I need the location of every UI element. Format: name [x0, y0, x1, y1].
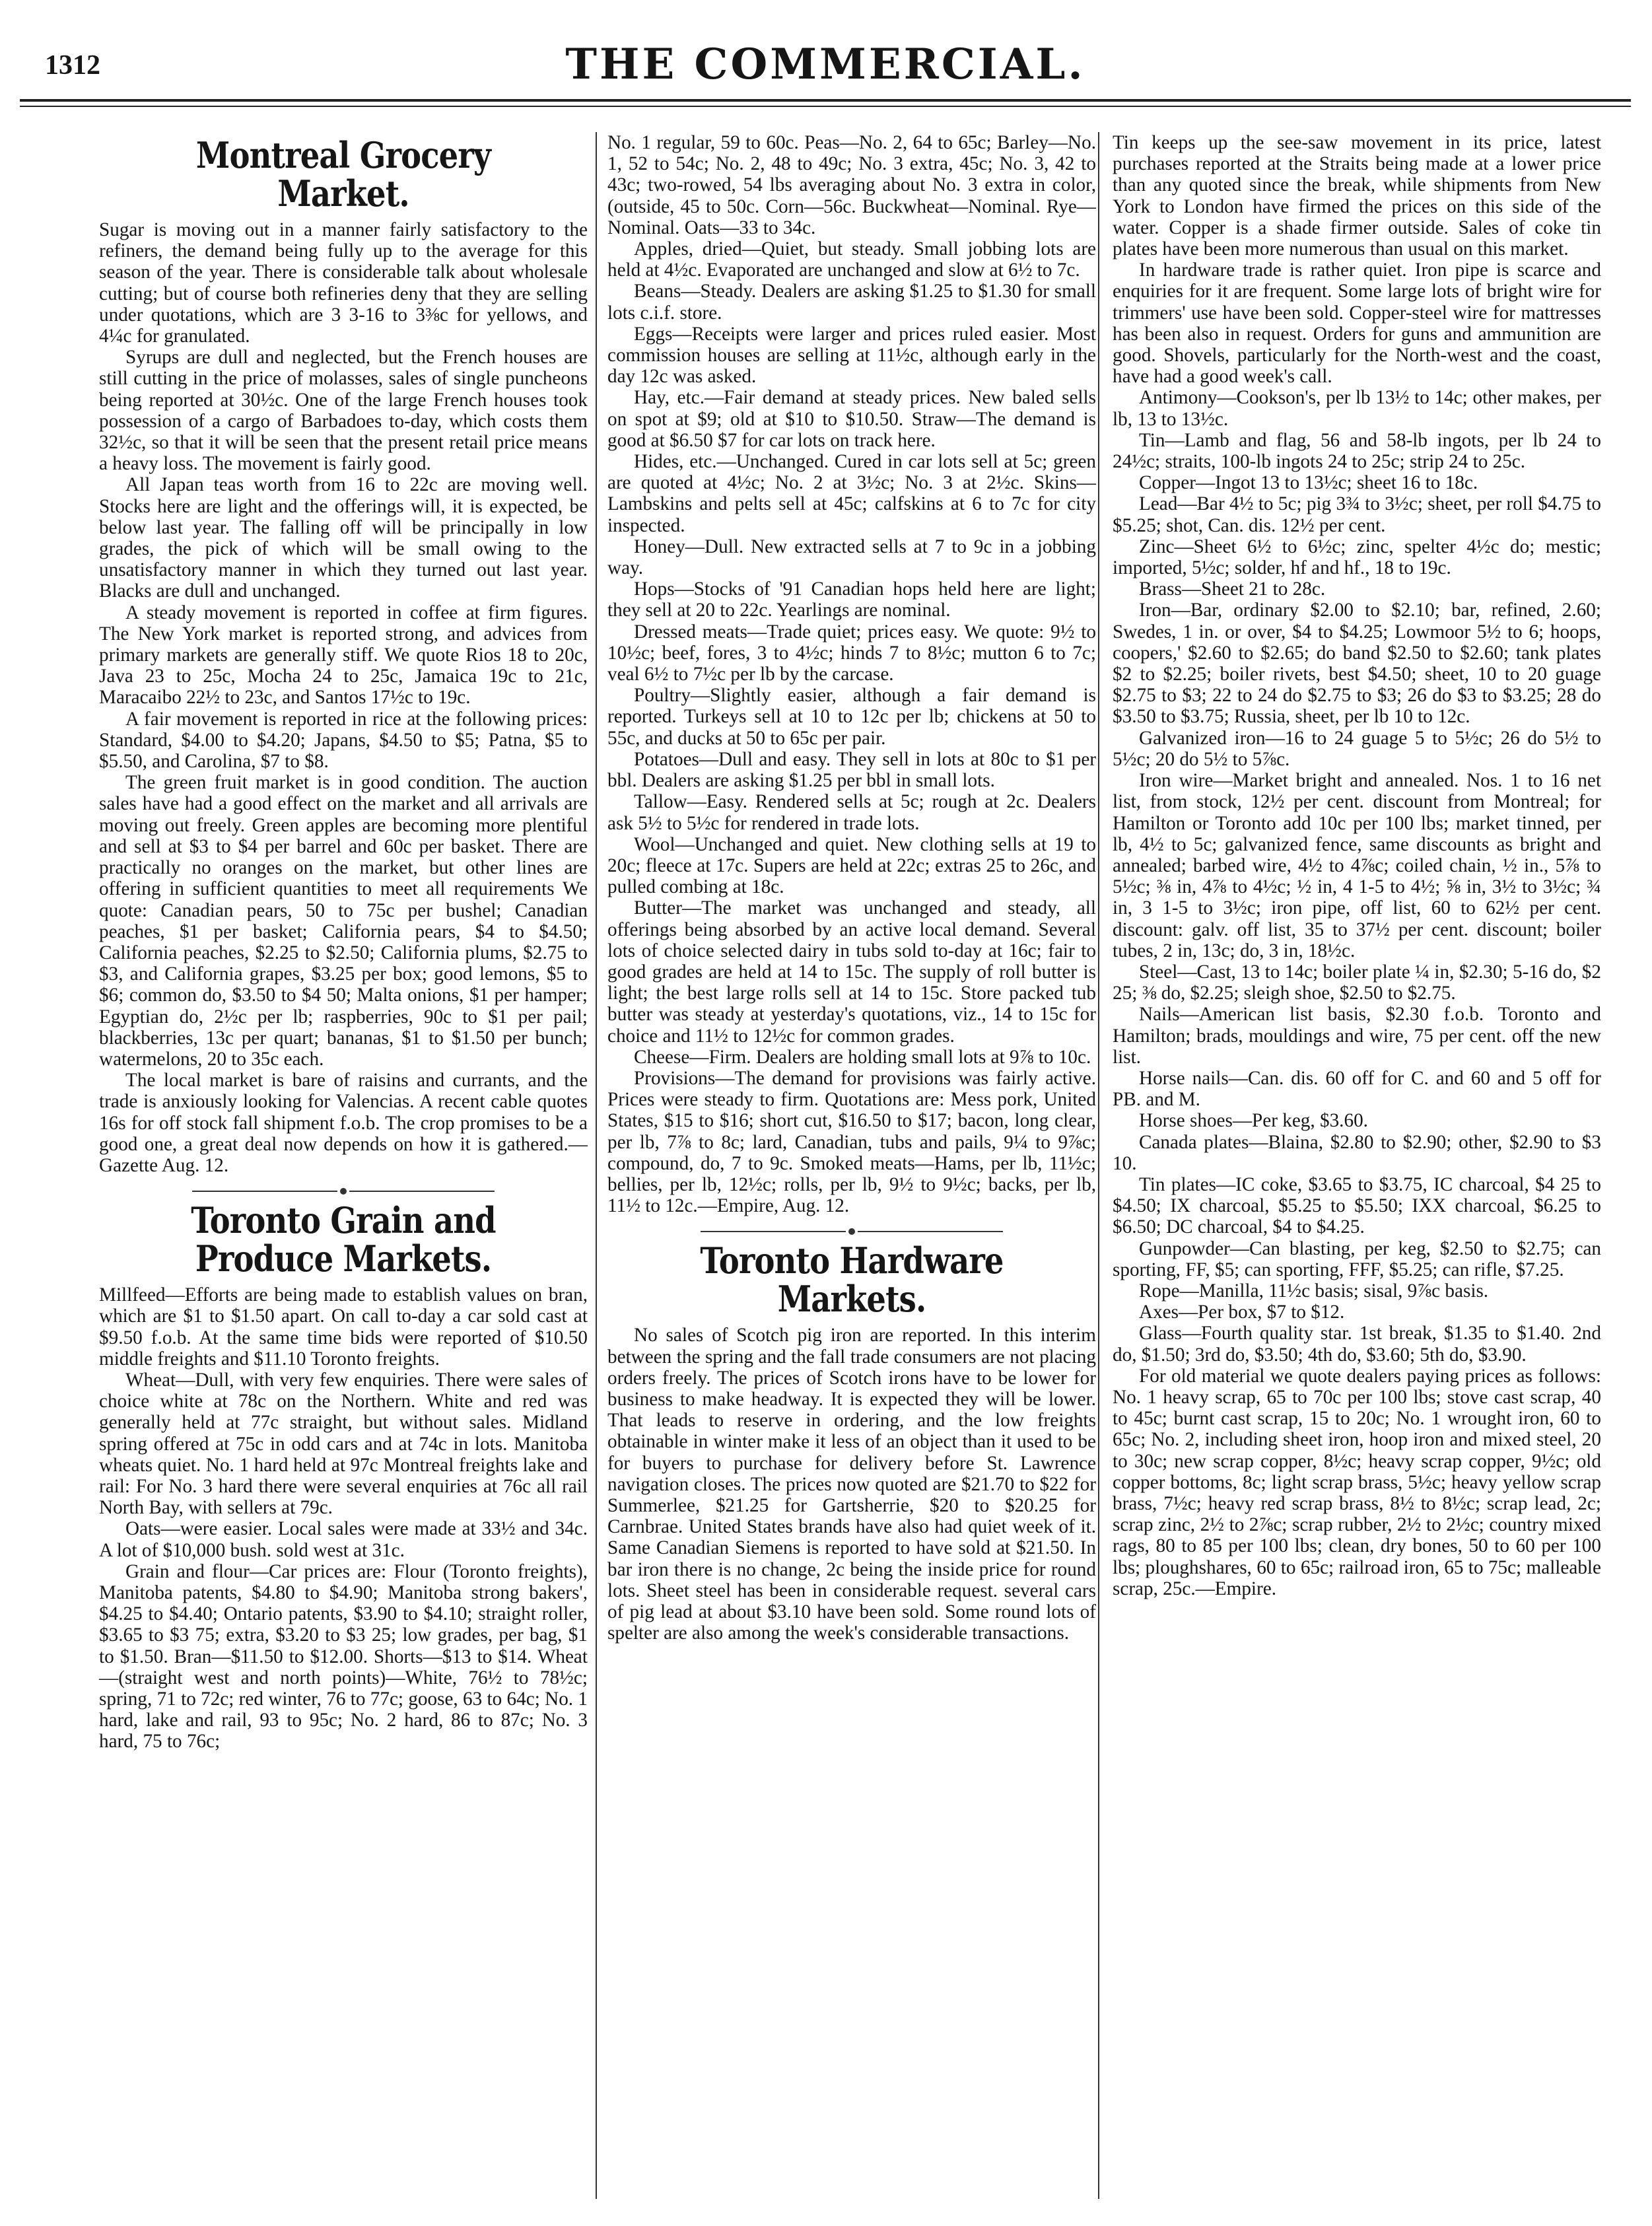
section-title: Toronto Grain and Produce Markets. — [191, 1199, 496, 1280]
paragraph: Provisions—The demand for provisions was fairly active. Prices were steady to firm. Quotations are: Mess pork, United States, $15 to $16; short cut, $16.50 to $17; bacon, long clear, per lb, 7⅞ to 8c; lard, Canadian, tubs and pails, 9¼ to 9⅞c; compound, do, 7 to 9c. Smoked meats—Hams, per lb, 11½c; bellies, per lb, 12½c; rolls, per lb, 9½ to 9½c; backs, per lb, 11½ to 12c.—Empire, Aug. 12. — [607, 1067, 1096, 1217]
paragraph: Cheese—Firm. Dealers are holding small lots at 9⅞ to 10c. — [634, 1046, 1091, 1068]
paragraph: For old material we quote dealers paying prices as follows: No. 1 heavy scrap, 65 to 70c per 100 lbs; stove cast scrap, 40 to 45c; burnt cast scrap, 15 to 20c; No. 1 wrought iron, 60 to 65c; No. 2, including sheet iron, hoop iron and mixed steel, 20 to 30c; new scrap copper, 8½c; heavy scrap copper, 9½c; old copper bottoms, 8c; light scrap brass, 5½c; heavy yellow scrap brass, 7½c; heavy red scrap brass, 8½ to 8½c; scrap lead, 2c; scrap zinc, 2½ to 2⅞c; scrap rubber, 2½ to 2½c; country mixed rags, 80 to 85 per 100 lbs; clean, dry bones, 50 to 60 per 100 lbs; ploughshares, 60 to 65c; railroad iron, 65 to 75c; malleable scrap, 25c.—Empire. — [1113, 1365, 1601, 1599]
paragraph: The local market is bare of raisins and currants, and the trade is anxiously looking for Valencias. A recent cable quotes 16s for off stock fall shipment f.o.b. The crop promises to be a good one, a great deal now depends on how it is gathered.—Gazette Aug. 12. — [99, 1070, 588, 1176]
paragraph: All Japan teas worth from 16 to 22c are moving well. Stocks here are light and the offerings will, it is expected, be below last year. The falling off will be principally in low grades, the pick of which will be small owing to the unsatisfactory manner in which they turned out last year. Blacks are dull and unchanged. — [99, 474, 588, 602]
header-rule-bottom — [20, 106, 1631, 107]
paragraph: Gunpowder—Can blasting, per keg, $2.50 to $2.75; can sporting, FF, $5; can sporting, FFF, $5.25; can rifle, $7.25. — [1113, 1237, 1601, 1280]
paragraph: Canada plates—Blaina, $2.80 to $2.90; other, $2.90 to $3 10. — [1113, 1131, 1601, 1174]
paragraph: Brass—Sheet 21 to 28c. — [1139, 578, 1326, 600]
page-number: 1312 — [45, 50, 100, 81]
paragraph: Iron—Bar, ordinary $2.00 to $2.10; bar, refined, 2.60; Swedes, 1 in. or over, $4 to $4.25; Lowmoor 5½ to 6; hoops, coopers,' $2.60 to $2.65; do band $2.50 to $2.60; tank plates $2 to $2.25; boiler rivets, best $4.50; sheet, 10 to 20 guage $2.75 to $3; 22 to 24 do $2.75 to $3; 26 do $3 to $3.25; 28 do $3.50 to $3.75; Russia, sheet, per lb 10 to 12c. — [1113, 600, 1601, 728]
paragraph: Eggs—Receipts were larger and prices ruled easier. Most commission houses are selling at 11½c, although early in the day 12c was asked. — [607, 323, 1096, 388]
paragraph: Rope—Manilla, 11½c basis; sisal, 9⅞c basis. — [1139, 1280, 1489, 1302]
paragraph: Axes—Per box, $7 to $12. — [1139, 1302, 1345, 1323]
column-1 — [99, 132, 588, 1753]
paragraph: Syrups are dull and neglected, but the French houses are still cutting in the price of molasses, sales of single puncheons being reported at 30½c. One of the large French houses took possession of a cargo of Barbadoes to-day, which costs them 32½c, so that it will be seen that the present retail price means a heavy loss. The movement is fairly good. — [99, 347, 588, 475]
paragraph: Steel—Cast, 13 to 14c; boiler plate ¼ in, $2.30; 5-16 do, $2 25; ⅜ do, $2.25; sleigh shoe, $2.50 to $2.75. — [1113, 961, 1601, 1004]
paragraph: Tin plates—IC coke, $3.65 to $3.75, IC charcoal, $4 25 to $4.50; IX charcoal, $5.25 to $5.50; IXX charcoal, $6.25 to $6.50; DC charcoal, $4 to $4.25. — [1113, 1173, 1601, 1238]
masthead: THE COMMERCIAL. — [565, 40, 1085, 89]
column-3 — [1113, 132, 1601, 1599]
paragraph: Wheat—Dull, with very few enquiries. There were sales of choice white at 78c on the Northern. White and red was generally held at 77c straight, but without sales. Midland spring offered at 75c in odd cars and at 74c in lots. Manitoba wheats quiet. No. 1 hard held at 97c Montreal freights lake and rail: For No. 3 hard there were several enquiries at 76c all rail North Bay, with sellers at 79c. — [99, 1369, 588, 1519]
section-title: Montreal Grocery Market. — [195, 134, 491, 215]
paragraph: No. 1 regular, 59 to 60c. Peas—No. 2, 64 to 65c; Barley—No. 1, 52 to 54c; No. 2, 48 to 49c; No. 3 extra, 45c; No. 3, 42 to 43c; two-rowed, 54 lbs averaging about No. 3 extra in color, (outside, 45 to 50c. Corn—56c. Buckwheat—Nominal. Rye—Nominal. Oats—33 to 34c. — [607, 132, 1096, 238]
paragraph: Horse nails—Can. dis. 60 off for C. and 60 and 5 off for PB. and M. — [1113, 1067, 1601, 1111]
paragraph: A steady movement is reported in coffee at firm figures. The New York market is reported strong, and advices from primary markets are generally stiff. We quote Rios 18 to 20c, Java 23 to 25c, Mocha 24 to 25c, Jamaica 19c to 21c, Maracaibo 22½ to 23c, and Santos 17½c to 19c. — [99, 602, 588, 709]
paragraph: Beans—Steady. Dealers are asking $1.25 to $1.30 for small lots c.i.f. store. — [607, 281, 1096, 324]
paragraph: Copper—Ingot 13 to 13½c; sheet 16 to 18c. — [1139, 472, 1478, 494]
paragraph: Antimony—Cookson's, per lb 13½ to 14c; other makes, per lb, 13 to 13½c. — [1113, 387, 1601, 430]
section-separator — [607, 1228, 1096, 1235]
paragraph: Wool—Unchanged and quiet. New clothing sells at 19 to 20c; fleece at 17c. Supers are held at 22c; extras 25 to 26c, and pulled combing at 18c. — [607, 833, 1096, 898]
paragraph: Oats—were easier. Local sales were made at 33½ and 34c. A lot of $10,000 bush. sold west at 31c. — [99, 1518, 588, 1561]
paragraph: Hides, etc.—Unchanged. Cured in car lots sell at 5c; green are quoted at 4½c; No. 2 at 3½c; No. 3 at 2½c. Skins—Lambskins and pelts sell at 45c; calfskins at 6 to 7c for city inspected. — [607, 451, 1096, 536]
paragraph: Tallow—Easy. Rendered sells at 5c; rough at 2c. Dealers ask 5½ to 5½c for rendered in trade lots. — [607, 791, 1096, 834]
paragraph: Tin—Lamb and flag, 56 and 58-lb ingots, per lb 24 to 24½c; straits, 100-lb ingots 24 to 25c; strip 24 to 25c. — [1113, 429, 1601, 473]
paragraph: Dressed meats—Trade quiet; prices easy. We quote: 9½ to 10½c; beef, fores, 3 to 4½c; hinds 7 to 8½c; mutton 6 to 7c; veal 6½ to 7½c per lb by the carcase. — [607, 621, 1096, 685]
page-header — [20, 13, 1631, 89]
column-divider — [596, 132, 597, 2199]
section-separator — [99, 1188, 588, 1195]
header-rule-top — [20, 99, 1631, 102]
paragraph: Hay, etc.—Fair demand at steady prices. New baled sells on spot at $9; old at $10 to $10.50. Straw—The demand is good at $6.50 $7 for car lots on track here. — [607, 387, 1096, 451]
paragraph: A fair movement is reported in rice at the following prices: Standard, $4.00 to $4.20; Japans, $4.50 to $5; Patna, $5 to $5.50, and Carolina, $7 to $8. — [99, 708, 588, 773]
paragraph: Butter—The market was unchanged and steady, all offerings being absorbed by an active local demand. Several lots of choice selected dairy in tubs sold to-day at 16c; fair to good grades are held at 14 to 15c. The supply of roll butter is light; the best large rolls sell at 14 to 15c. Store packed tub butter was steady at yesterday's quotations, viz., 14 to 15c for choice and 11½ to 12½c for common grades. — [607, 897, 1096, 1047]
paragraph: The green fruit market is in good condition. The auction sales have had a good effect on the market and all arrivals are moving out freely. Green apples are becoming more plentiful and sell at $3 to $4 per barrel and 60c per basket. There are practically no oranges on the market, but other lines are offering in sufficient quantities to meet all requirements We quote: Canadian pears, 50 to 75c per bushel; Canadian peaches, $1 per basket; California pears, $4 to $4.50; California peaches, $2.25 to $2.50; California plums, $2.75 to $3, and California grapes, $3.25 per box; good lemons, $5 to $6; common do, $3.50 to $4 50; Malta onions, $1 per hamper; Egyptian do, 2½c per lb; raspberries, 90c to $1 per pail; blackberries, 13c per quart; bananas, $1 to $1.50 per bunch; watermelons, 20 to 35c each. — [99, 772, 588, 1070]
paragraph: No sales of Scotch pig iron are reported. In this interim between the spring and the fall trade consumers are not placing orders freely. The prices of Scotch irons have to be lower for business to make headway. It is expected they will be lower. That leads to reserve in ordering, and the low freights obtainable in winter make it less of an object than it used to be for buyers to purchase for delivery before St. Lawrence navigation closes. The prices now quoted are $21.70 to $22 for Summerlee, $21.25 for Gartsherrie, $20 to $20.25 for Carnbrae. United States brands have also had quiet week of it. Same Canadian Siemens is reported to have sold at $21.50. In bar iron there is no change, 2c being the inside price for round lots. Sheet steel has been in considerable request. several cars of pig lead at about $3.10 have been sold. Some round lots of spelter are also among the week's considerable transactions. — [607, 1325, 1096, 1644]
paragraph: Poultry—Slightly easier, although a fair demand is reported. Turkeys sell at 10 to 12c per lb; chickens at 50 to 55c, and ducks at 50 to 65c per pair. — [607, 685, 1096, 749]
paragraph: Iron wire—Market bright and annealed. Nos. 1 to 16 net list, from stock, 12½ per cent. discount from Montreal; for Hamilton or Toronto add 10c per 100 lbs; market tinned, per lb, 4½ to 5c; galvanized fence, same discounts as bright and annealed; barbed wire, 4½ to 4⅞c; coiled chain, ½ in., 5⅞ to 5½c; ⅜ in, 4⅞ to 4½c; ½ in, 4 1-5 to 4½; ⅝ in, 3½ to 3½c; ¾ in, 3 1-5 to 3½c; iron pipe, off list, 60 to 62½ per cent. discount: galv. off list, 35 to 37½ per cent. discount; boiler tubes, 2 in, 13c; do, 3 in, 18½c. — [1113, 770, 1601, 961]
paragraph: Glass—Fourth quality star. 1st break, $1.35 to $1.40. 2nd do, $1.50; 3rd do, $3.50; 4th do, $3.60; 5th do, $3.90. — [1113, 1323, 1601, 1366]
paragraph: Honey—Dull. New extracted sells at 7 to 9c in a jobbing way. — [607, 536, 1096, 579]
column-2 — [607, 132, 1096, 1644]
paragraph: Potatoes—Dull and easy. They sell in lots at 80c to $1 per bbl. Dealers are asking $1.25 per bbl in small lots. — [607, 748, 1096, 792]
paragraph: Tin keeps up the see-saw movement in its price, latest purchases reported at the Straits being made at a lower price than any quoted since the break, while shipments from New York to London have firmed the prices on this side of the water. Copper is a shade firmer outside. Sales of coke tin plates have been more numerous than usual on this market. — [1113, 132, 1601, 260]
paragraph: In hardware trade is rather quiet. Iron pipe is scarce and enquiries for it are frequent. Some large lots of bright wire for trimmers' use have been sold. Copper-steel wire for mattresses has been also in request. Orders for guns and ammunition are good. Shovels, particularly for the North-west and the coast, have had a good week's call. — [1113, 260, 1601, 388]
paragraph: Horse shoes—Per keg, $3.60. — [1139, 1110, 1368, 1132]
paragraph: Zinc—Sheet 6½ to 6½c; zinc, spelter 4½c do; mestic; imported, 5½c; solder, hf and hf., 18 to 19c. — [1113, 536, 1601, 579]
section-title: Toronto Hardware Markets. — [700, 1239, 1004, 1321]
paragraph: Millfeed—Efforts are being made to establish values on bran, which are $1 to $1.50 apart. On call to-day a car sold cast at $9.50 f.o.b. At the same time bids were reported of $10.50 middle freights and $11.10 Toronto freights. — [99, 1284, 588, 1370]
paragraph: Sugar is moving out in a manner fairly satisfactory to the refiners, the demand being fully up to the average for this season of the year. There is considerable talk about wholesale cutting; but of course both refineries deny that they are selling under quotations, which are 3 3-16 to 3⅜c for yellows, and 4¼c for granulated. — [99, 219, 588, 347]
column-divider — [1098, 132, 1099, 2199]
paragraph: Hops—Stocks of '91 Canadian hops held here are light; they sell at 20 to 22c. Yearlings are nominal. — [607, 578, 1096, 621]
paragraph: Nails—American list basis, $2.30 f.o.b. Toronto and Hamilton; brads, mouldings and wire, 75 per cent. off the new list. — [1113, 1004, 1601, 1068]
paragraph: Galvanized iron—16 to 24 guage 5 to 5½c; 26 do 5½ to 5½c; 20 do 5½ to 5⅞c. — [1113, 727, 1601, 770]
paragraph: Apples, dried—Quiet, but steady. Small jobbing lots are held at 4½c. Evaporated are unchanged and slow at 6½ to 7c. — [607, 238, 1096, 281]
paragraph: Lead—Bar 4½ to 5c; pig 3¾ to 3½c; sheet, per roll $4.75 to $5.25; shot, Can. dis. 12½ per cent. — [1113, 493, 1601, 536]
paragraph: Grain and flour—Car prices are: Flour (Toronto freights), Manitoba patents, $4.80 to $4.90; Manitoba strong bakers', $4.25 to $4.40; Ontario patents, $3.90 to $4.10; straight roller, $3.65 to $3 75; extra, $3.20 to $3 25; low grades, per bag, $1 to $1.50. Bran—$11.50 to $12.00. Shorts—$13 to $14. Wheat—(straight west and north points)—White, 76½ to 78½c; spring, 71 to 72c; red winter, 76 to 77c; goose, 63 to 64c; No. 1 hard, lake and rail, 93 to 95c; No. 2 hard, 86 to 87c; No. 3 hard, 75 to 76c; — [99, 1560, 588, 1753]
